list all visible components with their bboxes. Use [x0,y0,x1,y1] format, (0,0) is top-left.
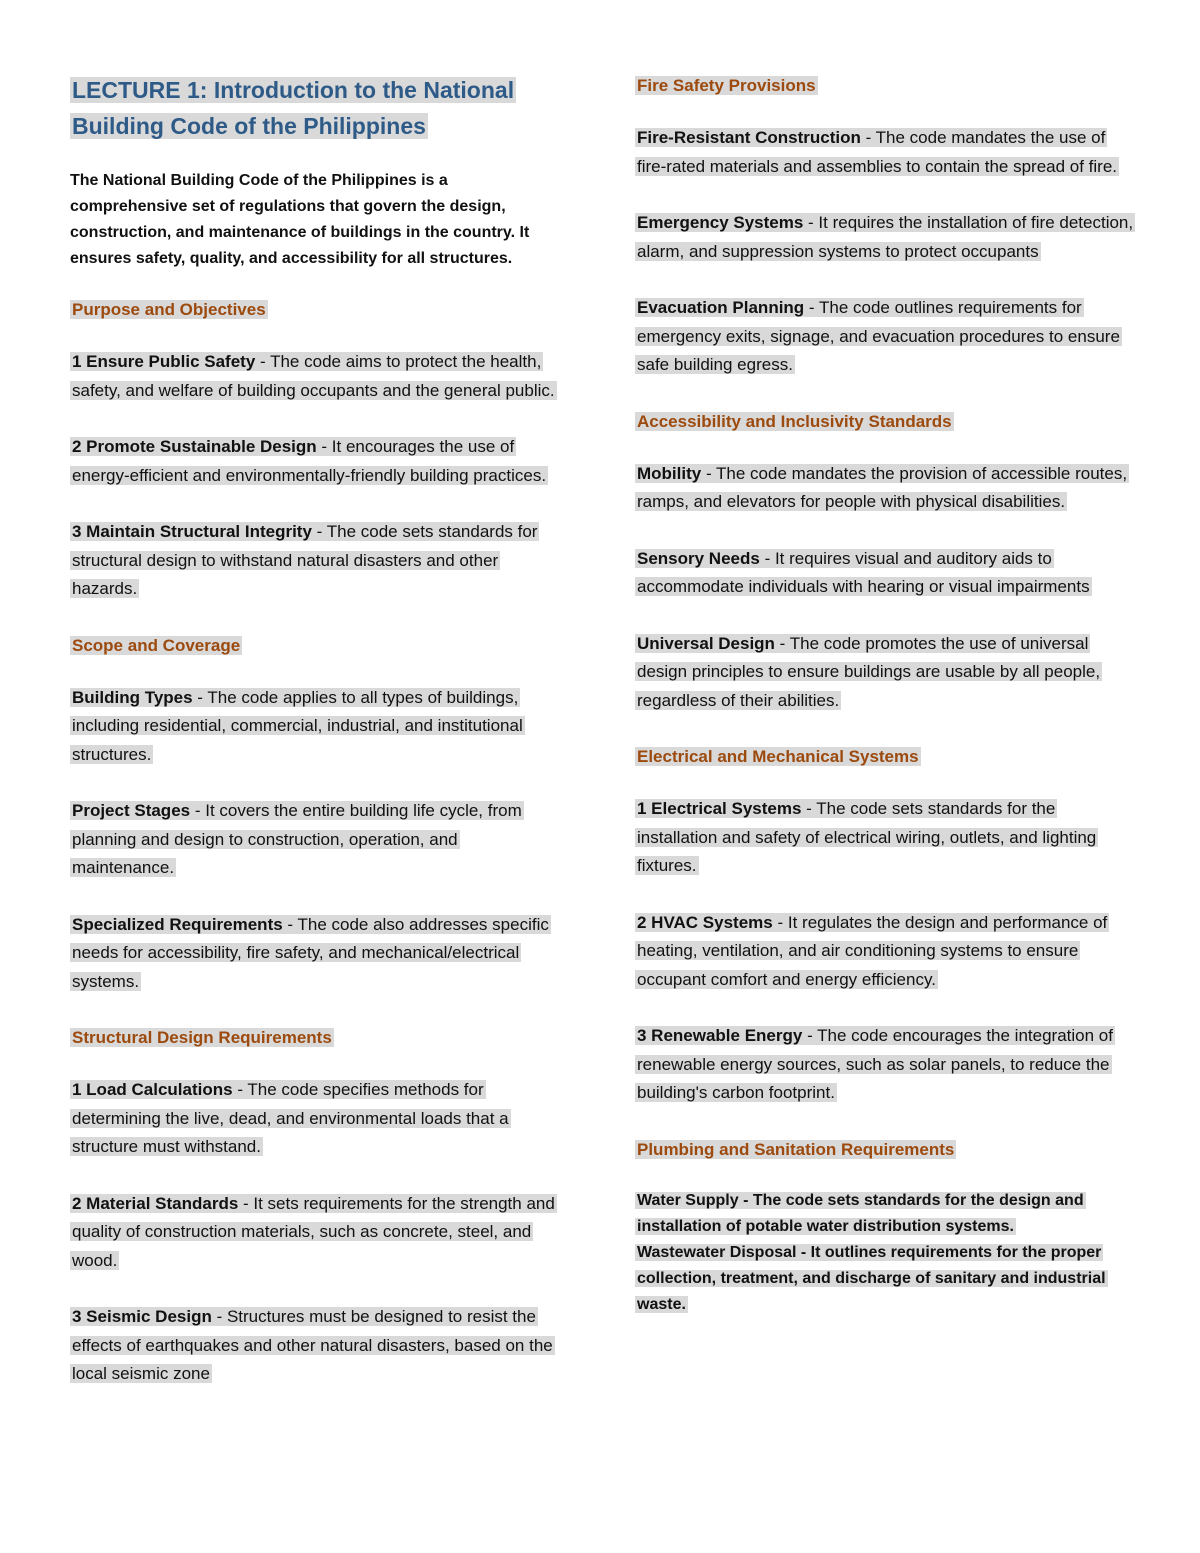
right-column [635,72,1135,1318]
item-1-load-calculations [70,1076,565,1162]
item-term: Building Types [72,687,193,707]
item-2-promote-sustainable-design [70,433,565,490]
item-term: 3 Renewable Energy [637,1026,803,1045]
section-heading-fire-safety-provisions: Fire Safety Provisions [637,76,816,95]
item-2-hvac-systems [635,909,1135,995]
plumbing-paragraph: Water Supply - The code sets standards for the design and installation of potable water distribution systems. [637,1191,1084,1235]
item-term: Specialized Requirements [72,914,283,934]
item-description: - The code also addresses specific needs for accessibility, fire safety, and mechanical/electrical systems. [72,914,549,991]
item-building-types [70,684,565,770]
item-fire-resistant-construction [635,124,1135,181]
item-term: 1 Load Calculations [72,1080,233,1099]
section-heading-electrical-and-mechanical-systems: Electrical and Mechanical Systems [637,747,919,766]
right-sections [635,72,1135,1318]
item-sensory-needs [635,545,1135,602]
item-universal-design [635,630,1135,716]
item-term: 2 Material Standards [72,1193,239,1213]
item-term: 3 Maintain Structural Integrity [72,522,312,541]
item-mobility [635,460,1135,517]
item-description: - The code sets standards for structural design to withstand natural disasters and other hazards. [72,522,538,598]
item-description: - It covers the entire building life cycle, from planning and design to construction, operation, and maintenance. [72,801,522,877]
item-description: - The code mandates the provision of accessible routes, ramps, and elevators for people with physical disabilities. [637,463,1128,511]
section-heading-structural-design-requirements: Structural Design Requirements [72,1028,332,1047]
item-3-maintain-structural-integrity [70,518,565,604]
item-description: - The code sets standards for the installation and safety of electrical wiring, outlets, and lighting fixtures. [637,799,1097,875]
item-description: - The code specifies methods for determining the live, dead, and environmental loads that a structure must withstand. [72,1080,509,1156]
item-description: - Structures must be designed to resist the effects of earthquakes and other natural disasters, based on the local seismic zone [72,1307,553,1383]
item-term: 2 Promote Sustainable Design [72,437,317,456]
item-2-material-standards [70,1190,565,1276]
item-specialized-requirements [70,911,565,997]
item-3-seismic-design [70,1303,565,1389]
item-description: - It encourages the use of energy-efficient and environmentally-friendly building practices. [72,437,547,485]
item-term: Emergency Systems [637,213,804,232]
item-term: 1 Electrical Systems [637,799,802,818]
item-emergency-systems [635,209,1135,266]
item-term: Universal Design [637,633,775,653]
item-description: - The code aims to protect the health, safety, and welfare of building occupants and the general public. [72,352,555,400]
plumbing-paragraph: Wastewater Disposal - It outlines requirements for the proper collection, treatment, and discharge of sanitary and industrial waste. [637,1243,1106,1313]
section-heading-accessibility-and-inclusivity-standards: Accessibility and Inclusivity Standards [637,411,952,431]
item-description: - The code applies to all types of buildings, including residential, commercial, industrial, and institutional structures. [72,687,523,764]
item-1-electrical-systems [635,795,1135,881]
item-description: - It regulates the design and performance of heating, ventilation, and air conditioning systems to ensure occupant comfort and energy efficiency. [637,912,1108,989]
item-evacuation-planning [635,294,1135,380]
item-1-ensure-public-safety [70,348,565,405]
item-description: - It requires visual and auditory aids to accommodate individuals with hearing or visual impairments [637,548,1090,596]
item-description: - It requires the installation of fire detection, alarm, and suppression systems to protect occupants [637,213,1134,261]
item-description: - The code promotes the use of universal design principles to ensure buildings are usable by all people, regardless of their abilities. [637,633,1101,710]
section-heading-plumbing-and-sanitation-requirements: Plumbing and Sanitation Requirements [637,1139,955,1159]
item-term: 1 Ensure Public Safety [72,352,256,371]
item-term: 3 Seismic Design [72,1307,212,1326]
left-sections [70,296,565,1389]
item-term: 2 HVAC Systems [637,912,773,932]
item-term: Fire-Resistant Construction [637,128,861,147]
section-heading-purpose-and-objectives: Purpose and Objectives [72,300,266,319]
item-term: Mobility [637,463,702,483]
item-term: Project Stages [72,801,191,820]
item-description: - The code outlines requirements for emergency exits, signage, and evacuation procedures to ensure safe building egress. [637,298,1120,374]
left-column [70,72,565,1417]
item-project-stages [70,797,565,883]
lecture-title: LECTURE 1: Introduction to the National Building Code of the Philippines [72,77,515,139]
item-term: Evacuation Planning [637,298,805,317]
intro-paragraph: The National Building Code of the Philippines is a comprehensive set of regulations that govern the design, construction, and maintenance of buildings in the country. It ensures safety, quality, and accessibility for all structures. [70,172,530,267]
item-description: - The code mandates the use of fire-rated materials and assemblies to contain the spread of fire. [637,128,1118,176]
item-term: Sensory Needs [637,548,760,568]
item-description: - The code encourages the integration of renewable energy sources, such as solar panels, to reduce the building's carbon footprint. [637,1026,1113,1102]
item-description: - It sets requirements for the strength and quality of construction materials, such as concrete, steel, and wood. [72,1193,555,1270]
item-3-renewable-energy [635,1022,1135,1108]
section-heading-scope-and-coverage: Scope and Coverage [72,635,241,655]
